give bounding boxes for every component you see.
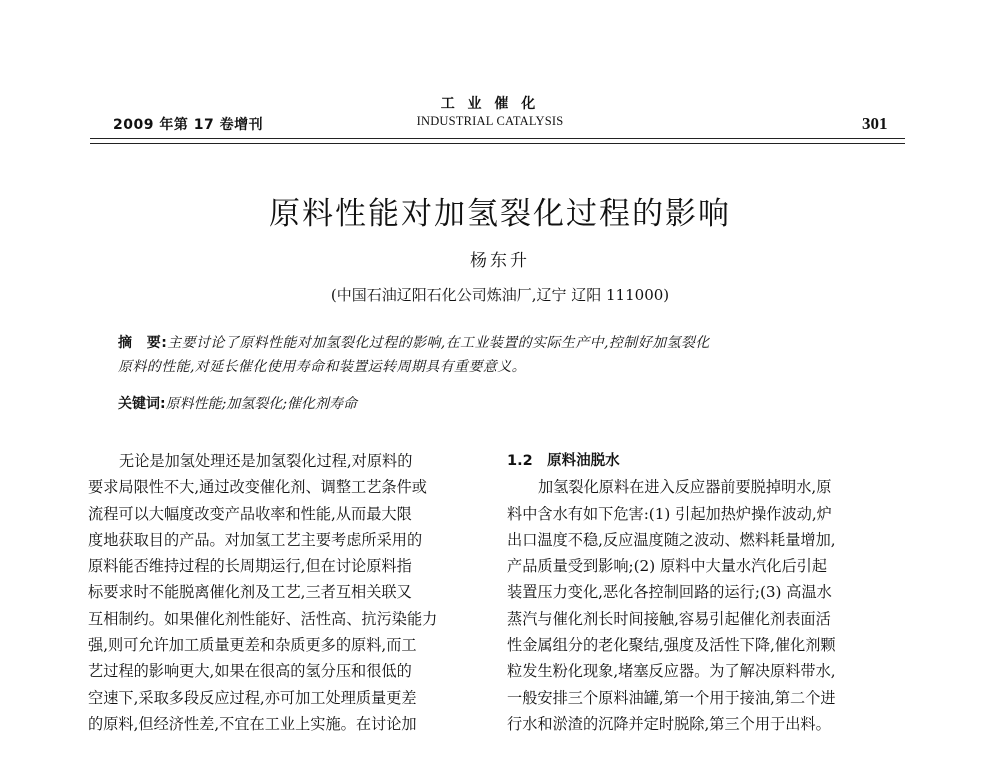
article-title: 原料性能对加氢裂化过程的影响 xyxy=(269,196,731,232)
header-rule-top xyxy=(90,138,905,139)
body-line: 行水和淤渣的沉降并定时脱除,第三个用于出料。 xyxy=(507,714,831,733)
keywords-label: 关键词: xyxy=(118,396,166,412)
body-line: 原料能否维持过程的长周期运行,但在讨论原料指 xyxy=(88,557,412,576)
journal-name-en: INDUSTRIAL CATALYSIS xyxy=(416,114,564,128)
right-column xyxy=(507,448,912,737)
body-line: 的原料,但经济性差,不宜在工业上实施。在讨论加 xyxy=(88,714,417,733)
issue-info: 2009 年第 17 卷增刊 xyxy=(113,117,264,133)
body-line: 强,则可允许加工质量更差和杂质更多的原料,而工 xyxy=(88,636,417,655)
body-line: 蒸汽与催化剂长时间接触,容易引起催化剂表面活 xyxy=(507,609,831,628)
author-name: 杨东升 xyxy=(470,251,530,271)
body-line: 料中含水有如下危害:(1) 引起加热炉操作波动,炉 xyxy=(507,504,832,523)
abstract-label: 摘 要: xyxy=(118,335,168,351)
keywords xyxy=(118,392,888,416)
author-affiliation: (中国石油辽阳石化公司炼油厂,辽宁 辽阳 111000) xyxy=(330,286,670,304)
body-line: 度地获取目的产品。对加氢工艺主要考虑所采用的 xyxy=(88,530,423,549)
keywords-text: 原料性能;加氢裂化;催化剂寿命 xyxy=(165,396,358,412)
body-line: 艺过程的影响更大,如果在很高的氢分压和很低的 xyxy=(88,662,412,681)
abstract-line-2: 原料的性能,对延长催化使用寿命和装置运转周期具有重要意义。 xyxy=(118,359,527,375)
body-line: 加氢裂化原料在进入反应器前要脱掉明水,原 xyxy=(538,478,832,497)
journal-name-cn: 工 业 催 化 xyxy=(440,96,540,112)
body-line: 互相制约。如果催化剂性能好、活性高、抗污染能力 xyxy=(88,609,438,628)
left-column xyxy=(88,448,488,737)
journal-header xyxy=(400,95,580,129)
body-line: 无论是加氢处理还是加氢裂化过程,对原料的 xyxy=(119,452,413,470)
body-line: 要求局限性不大,通过改变催化剂、调整工艺条件或 xyxy=(88,478,427,497)
abstract-line-1: 主要讨论了原料性能对加氢裂化过程的影响,在工业装置的实际生产中,控制好加氢裂化 xyxy=(167,335,710,351)
body-line: 空速下,采取多段反应过程,亦可加工处理质量更差 xyxy=(88,688,417,707)
header-rule-bottom xyxy=(90,143,905,144)
body-line: 性金属组分的老化聚结,强度及活性下降,催化剂颗 xyxy=(507,636,836,655)
body-line: 流程可以大幅度改变产品收率和性能,从而最大限 xyxy=(88,504,412,523)
body-line: 出口温度不稳,反应温度随之波动、燃料耗量增加, xyxy=(507,530,836,549)
abstract xyxy=(118,331,888,379)
page-number: 301 xyxy=(862,114,888,133)
body-line: 产品质量受到影响;(2) 原料中大量水汽化后引起 xyxy=(507,557,828,576)
body-line: 装置压力变化,恶化各控制回路的运行;(3) 高温水 xyxy=(507,583,832,602)
body-line: 粒发生粉化现象,堵塞反应器。为了解决原料带水, xyxy=(507,662,836,681)
body-line: 标要求时不能脱离催化剂及工艺,三者互相关联又 xyxy=(88,583,412,602)
section-heading: 1.2 原料油脱水 xyxy=(507,453,620,469)
body-line: 一般安排三个原料油罐,第一个用于接油,第二个进 xyxy=(507,688,836,707)
